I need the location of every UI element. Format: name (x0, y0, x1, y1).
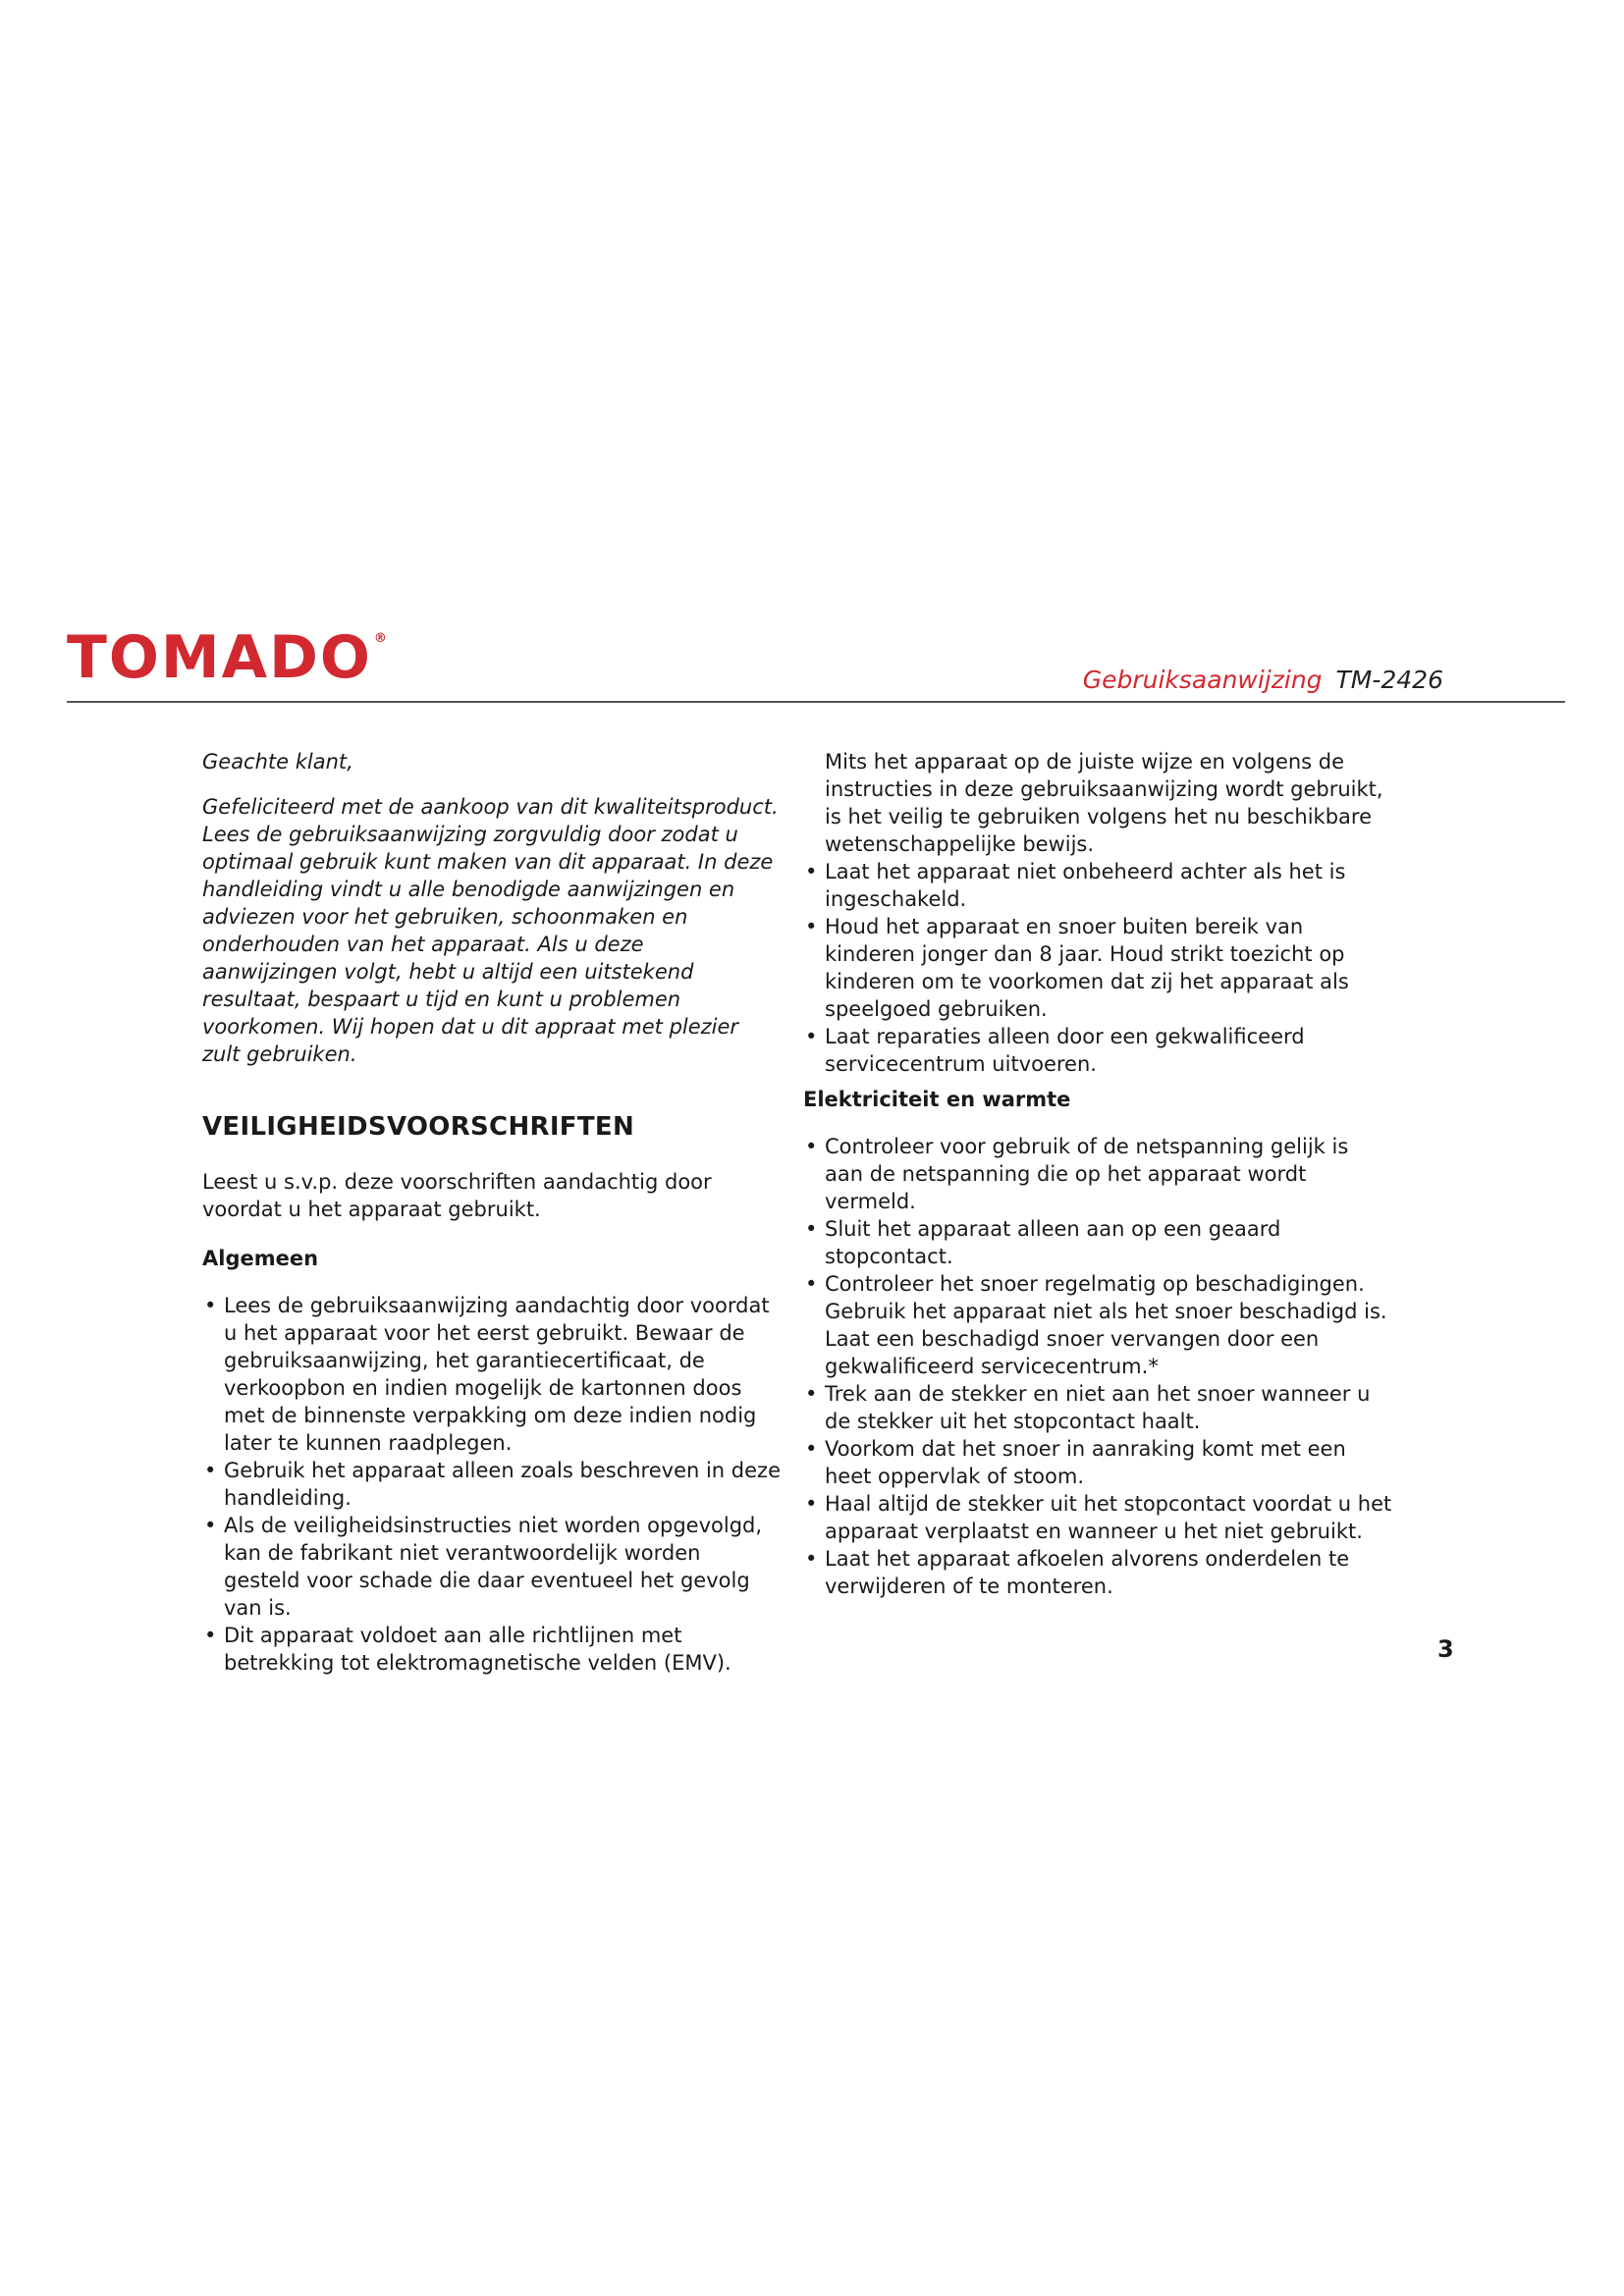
list-item: • Trek aan de stekker en niet aan het snoer wanneer u de stekker uit het stopcontact haalt. (803, 1380, 1392, 1435)
subheading-general: Algemeen (202, 1247, 319, 1270)
section-title: VEILIGHEIDSVOORSCHRIFTEN (202, 1112, 635, 1142)
electricity-bullet-list (803, 1133, 1392, 1600)
list-item: • Lees de gebruiksaanwijzing aandachtig door voordat u het apparaat voor het eerst gebruikt. Bewaar de gebruiksaanwijzing, het garantiecertificaat, de verkoopbon en indien mogelijk de kartonnen doos met de binnenste verpakking om deze indien nodig later te kunnen raadplegen. (202, 1292, 782, 1457)
right-column (803, 748, 1392, 1600)
list-item: • Laat het apparaat afkoelen alvorens onderdelen te verwijderen of te monteren. (803, 1545, 1392, 1600)
document-title (1083, 667, 1443, 692)
list-item: • Dit apparaat voldoet aan alle richtlijnen met betrekking tot elektromagnetische velden (EMV). (202, 1622, 782, 1677)
general-bullet-list (202, 1292, 782, 1677)
brand-logo (67, 623, 387, 692)
list-item: • Gebruik het apparaat alleen zoals beschreven in deze handleiding. (202, 1457, 782, 1512)
general-bullet-list-continued (803, 858, 1392, 1078)
section-lead: Leest u s.v.p. deze voorschriften aandachtig door voordat u het apparaat gebruikt. (202, 1170, 712, 1221)
intro-paragraph: Gefeliciteerd met de aankoop van dit kwaliteitsproduct. Lees de gebruiksaanwijzing zorgvuldig door zodat u optimaal gebruik kunt maken van dit apparaat. In deze handleiding vindt u alle benodigde aanwijzingen en adviezen voor het gebruiken, schoonmaken en onderhouden van het apparaat. Als u deze aanwijzingen volgt, hebt u altijd een uitstekend resultaat, bespaart u tijd en kunt u problemen voorkomen. Wij hopen dat u dit appraat met plezier zult gebruiken. (202, 795, 779, 1066)
left-column (202, 748, 782, 1677)
list-item: • Controleer voor gebruik of de netspanning gelijk is aan de netspanning die op het apparaat wordt vermeld. (803, 1133, 1392, 1215)
model-number: TM-2426 (1335, 666, 1443, 694)
header-divider (67, 701, 1565, 703)
list-item: • Laat reparaties alleen door een gekwalificeerd servicecentrum uitvoeren. (803, 1023, 1392, 1078)
subheading-electricity: Elektriciteit en warmte (803, 1088, 1071, 1111)
brand-name: TOMADO (67, 623, 372, 692)
registered-mark: ® (373, 631, 387, 646)
list-item: • Voorkom dat het snoer in aanraking komt met een heet oppervlak of stoom. (803, 1435, 1392, 1490)
manual-label: Gebruiksaanwijzing (1082, 666, 1323, 694)
greeting: Geachte klant, (202, 750, 353, 774)
list-item: • Sluit het apparaat alleen aan op een geaard stopcontact. (803, 1215, 1392, 1270)
page-number: 3 (1437, 1635, 1454, 1663)
list-item: • Laat het apparaat niet onbeheerd achter als het is ingeschakeld. (803, 858, 1392, 913)
list-item: • Houd het apparaat en snoer buiten bereik van kinderen jonger dan 8 jaar. Houd strikt toezicht op kinderen om te voorkomen dat zij het apparaat als speelgoed gebruiken. (803, 913, 1392, 1023)
list-item: • Als de veiligheidsinstructies niet worden opgevolgd, kan de fabrikant niet verantwoordelijk worden gesteld voor schade die daar eventueel het gevolg van is. (202, 1512, 782, 1622)
continuation-paragraph: Mits het apparaat op de juiste wijze en volgens de instructies in deze gebruiksaanwijzing wordt gebruikt, is het veilig te gebruiken volgens het nu beschikbare wetenschappelijke bewijs. (825, 750, 1383, 856)
list-item: • Controleer het snoer regelmatig op beschadigingen. Gebruik het apparaat niet als het snoer beschadigd is. Laat een beschadigd snoer vervangen door een gekwalificeerd servicecentrum.* (803, 1270, 1392, 1380)
list-item: • Haal altijd de stekker uit het stopcontact voordat u het apparaat verplaatst en wanneer u het niet gebruikt. (803, 1490, 1392, 1545)
